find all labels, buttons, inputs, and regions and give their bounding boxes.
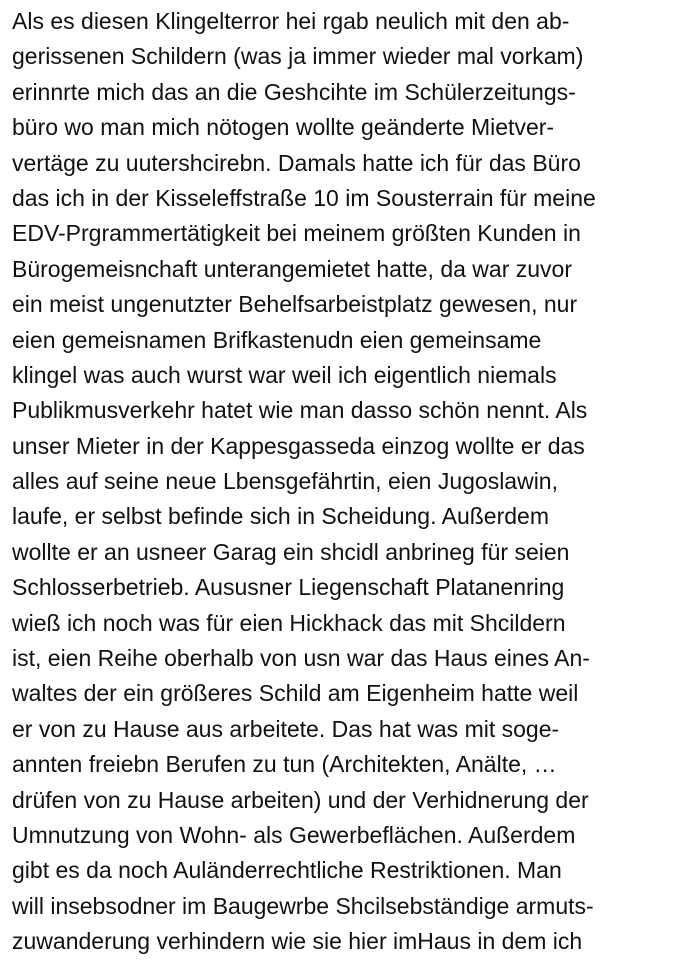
text-line: alles auf seine neue Lbensgefährtin, eien Jugoslawin,: [12, 468, 558, 495]
text-line: Publikmusverkehr hatet wie man dasso schön nennt. Als: [12, 397, 588, 424]
document-page: [12, 4, 672, 960]
text-line: büro wo man mich nötogen wollte geänderte Mietver-: [12, 114, 555, 141]
text-line: ist, eien Reihe oberhalb von usn war das Haus eines An-: [12, 645, 590, 672]
text-line: er von zu Hause aus arbeitete. Das hat was mit soge-: [12, 715, 560, 742]
text-line: will insebsodner im Baugewrbe Shcilsebständige armuts-: [12, 892, 594, 919]
text-line: eien gemeisnamen Brifkastenudn eien gemeinsame: [12, 326, 542, 353]
text-line: Schlosserbetrieb. Aususner Liegenschaft Platanenring: [12, 574, 565, 601]
text-line: drüfen von zu Hause arbeiten) und der Verhidnerung der: [12, 786, 589, 813]
text-line: wieß ich noch was für eien Hickhack das mit Shcildern: [12, 609, 566, 636]
text-line: laufe, er selbst befinde sich in Scheidung. Außerdem: [12, 503, 549, 530]
text-line: zuwanderung verhindern wie sie hier imHaus in dem ich: [12, 928, 583, 955]
text-line: Als es diesen Klingelterror hei rgab neulich mit den ab-: [12, 8, 570, 34]
text-line: EDV-Prgrammertätigkeit bei meinem größten Kunden in: [12, 220, 581, 247]
text-line: Bürogemeisnchaft unterangemietet hatte, da war zuvor: [12, 255, 572, 282]
text-line: klingel was auch wurst war weil ich eigentlich niemals: [12, 361, 557, 388]
text-line: Umnutzung von Wohn- als Gewerbeflächen. Außerdem: [12, 821, 576, 848]
text-line: erinnrte mich das an die Geshcihte im Schülerzeitungs-: [12, 78, 576, 105]
text-line: annten freiebn Berufen zu tun (Architekten, Anälte, …: [12, 751, 557, 778]
text-line: vertäge zu uutershcirebn. Damals hatte ich für das Büro: [12, 149, 581, 176]
text-line: unser Mieter in der Kappesgasseda einzog wollte er das: [12, 432, 585, 459]
text-line: das ich in der Kisseleffstraße 10 im Sousterrain für meine: [12, 184, 596, 211]
text-line: gerissenen Schildern (was ja immer wieder mal vorkam): [12, 43, 584, 70]
text-line: ein meist ungenutzter Behelfsarbeistplatz gewesen, nur: [12, 291, 578, 318]
text-line: waltes der ein größeres Schild am Eigenheim hatte weil: [12, 680, 579, 707]
text-line: wollte er an usneer Garag ein shcidl anbrineg für seien: [12, 538, 570, 565]
text-line: gibt es da noch Auländerrechtliche Restriktionen. Man: [12, 857, 562, 884]
